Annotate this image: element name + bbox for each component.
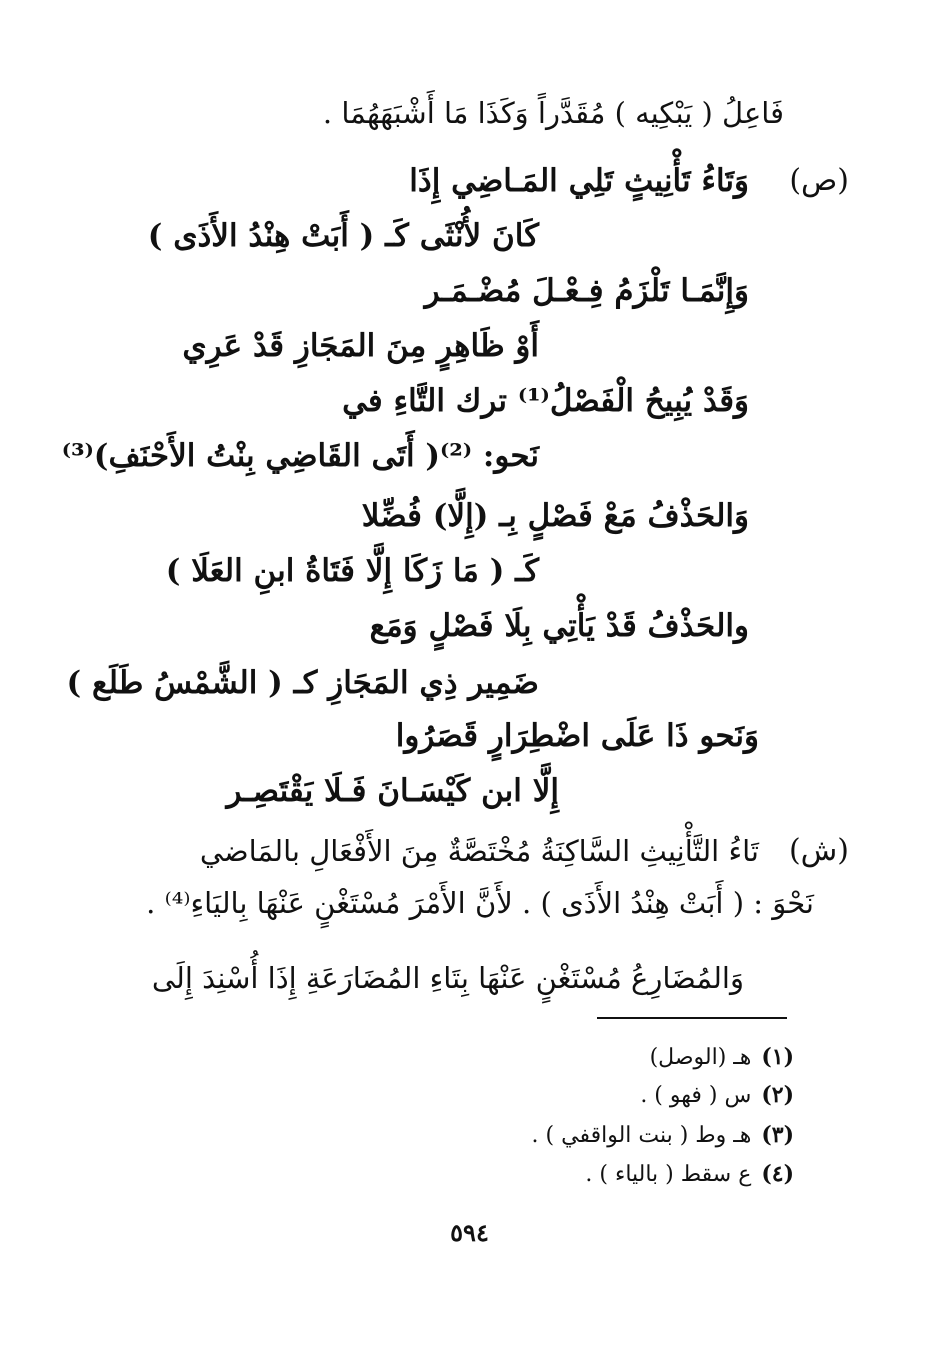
footnote-text: هـ (الوصل)	[649, 1045, 752, 1070]
verse-line: وَالحَذْفُ مَعْ فَصْلٍ بِـ (إِلَّا) فُضِّلا	[361, 498, 749, 534]
footnote-text: ع سقط ( بالياء ) .	[585, 1162, 752, 1187]
footnote-divider	[597, 1017, 787, 1019]
verse-line: وَإِنَّمَـا تَلْزَمُ فِـعْـلَ مُضْـمَـر	[424, 273, 749, 309]
verse-line: وَقَدْ يُبِيحُ الْفَصْلُ⁽¹⁾ ترك التَّاءِ في	[342, 383, 749, 419]
footnote-text: س ( فهو ) .	[640, 1083, 752, 1108]
footnote	[650, 1040, 794, 1075]
verse-line: نَحو: ⁽²⁾( أَتَى القَاضِي بِنْتُ الأَحْنَفِ)⁽³⁾	[61, 438, 539, 474]
verse-line: وَتَاءُ تَأْنِيثٍ تَلِي المَـاضِي إِذَا	[409, 163, 749, 199]
verse-line: كَـ ( مَا زَكَا إِلَّا فَتَاةُ ابنِ العَلَا )	[165, 553, 539, 589]
footnote-text: هـ وط ( بنت الواقفي ) .	[531, 1123, 752, 1148]
commentary-line: وَالمُضَارِعُ مُسْتَغْنٍ عَنْهَا بِتَاءِ المُضَارَعَةِ إِذَا أُسْنِدَ إِلَى	[151, 961, 744, 995]
footnote	[532, 1118, 794, 1153]
commentary-line: تَاءُ التَّأْنِيثِ السَّاكِنَةُ مُخْتَصَّةٌ مِنَ الأَفْعَالِ بالمَاضي	[199, 834, 759, 868]
page-number: ٥٩٤	[450, 1218, 489, 1247]
commentary-marker: (ش)	[788, 833, 849, 868]
footnote-number: (٣)	[761, 1122, 794, 1148]
footnote-number: (٤)	[761, 1161, 794, 1187]
footnote	[640, 1078, 794, 1113]
verse-line: وَنَحو ذَا عَلَى اضْطِرَارٍ قَصَرُوا	[395, 718, 759, 754]
verse-marker: (ص)	[789, 163, 849, 198]
footnote	[585, 1157, 794, 1192]
intro-line: فَاعِلُ ( يَبْكِيه ) مُقَدَّراً وَكَذَا مَا أَشْبَهَهُمَا .	[322, 96, 784, 130]
verse-line: أَوْ ظَاهِرٍ مِنَ المَجَازِ قَدْ عَرِي	[182, 328, 539, 364]
verse-line: كَانَ لأُنْثَى كَـ ( أَبَتْ هِنْدُ الأَذَى )	[147, 218, 539, 254]
verse-line: إِلَّا ابن كَيْسَـانَ فَـلَا يَقْتَصِـر	[226, 773, 559, 809]
footnote-number: (١)	[761, 1044, 794, 1070]
verse-line: والحَذْفُ قَدْ يَأْتِي بِلَا فَصْلٍ وَمَع	[369, 608, 749, 644]
commentary-line: نَحْوَ : ( أَبَتْ هِنْدُ الأَذَى ) . لأَنَّ الأَمْرَ مُسْتَغْنٍ عَنْهَا بِاليَاءِ⁽⁴⁾ .	[146, 886, 814, 920]
footnote-number: (٢)	[761, 1082, 794, 1108]
verse-line: ضَمِير ذِي المَجَازِ كـ ( الشَّمْسُ طَلَع )	[66, 665, 539, 701]
